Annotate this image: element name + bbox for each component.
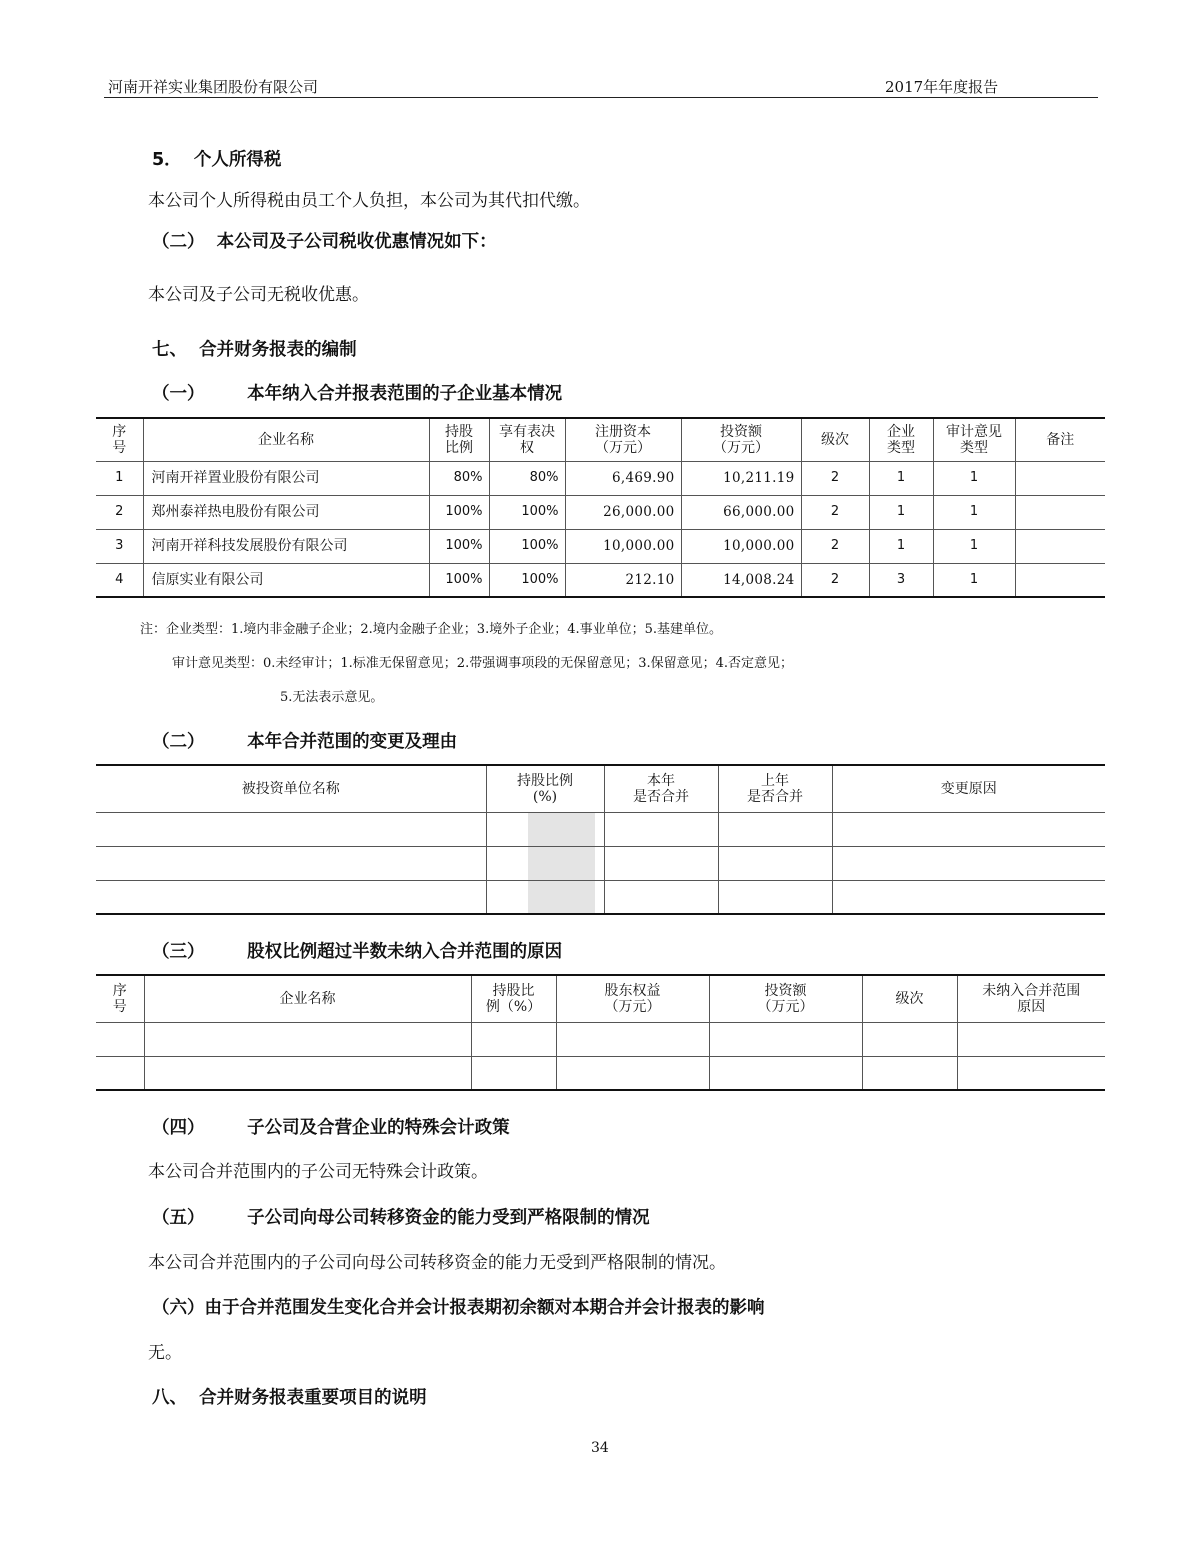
table-header-row [96,418,1105,461]
cell-name: 河南开祥科技发展股份有限公司 [143,529,429,563]
cell-hold: 100% [429,529,489,563]
cell-remark [1015,563,1105,597]
table-row [96,563,1105,597]
cell-audit: 1 [933,563,1015,597]
cell-level: 2 [801,563,869,597]
col-change-reason: 变更原因 [832,765,1105,812]
header-company: 河南开祥实业集团股份有限公司 [108,78,319,96]
table-row [96,1022,1105,1056]
cell-audit: 1 [933,529,1015,563]
table-row [96,461,1105,495]
note-company-type: 注：企业类型：1.境内非金融子企业；2.境内金融子企业；3.境外子企业；4.事业单位；5.基建单位。 [140,622,723,637]
col-hold: 持股比例 (%) [486,765,604,812]
col-seq: 序 号 [96,418,143,461]
section-title-fund-restriction: （五） 子公司向母公司转移资金的能力受到严格限制的情况 [152,1208,650,1228]
cell-seq: 3 [96,529,143,563]
cell-vote: 100% [489,495,565,529]
cell-name: 郑州泰祥热电股份有限公司 [143,495,429,529]
page-number: 34 [591,1440,609,1456]
cell-invest: 66,000.00 [681,495,801,529]
col-hold: 持股比 例（%） [471,975,556,1022]
table-row [96,495,1105,529]
cell-invest: 10,211.19 [681,461,801,495]
section-title-subsidiaries: （一） 本年纳入合并报表范围的子企业基本情况 [152,384,563,404]
cell-capital: 212.10 [565,563,681,597]
cell-seq: 4 [96,563,143,597]
table-header-row [96,975,1105,1022]
cell-vote: 80% [489,461,565,495]
col-seq: 序 号 [96,975,144,1022]
cell-capital: 6,469.90 [565,461,681,495]
cell-type: 1 [869,495,933,529]
paragraph-income-tax: 本公司个人所得税由员工个人负担，本公司为其代扣代缴。 [148,191,590,211]
table-row [96,812,1105,846]
col-vote: 享有表决 权 [489,418,565,461]
section-title-special-policy: （四） 子公司及合营企业的特殊会计政策 [152,1118,510,1138]
cell-level: 2 [801,495,869,529]
col-level: 级次 [862,975,957,1022]
cell-audit: 1 [933,461,1015,495]
col-name: 企业名称 [143,418,429,461]
cell-seq: 1 [96,461,143,495]
unconsolidated-table [96,974,1105,1091]
paragraph-fund-restriction: 本公司合并范围内的子公司向母公司转移资金的能力无受到严格限制的情况。 [148,1253,726,1273]
cell-type: 1 [869,529,933,563]
table-row [96,880,1105,914]
col-invest: 投资额 （万元） [681,418,801,461]
cell-vote: 100% [489,529,565,563]
cell-remark [1015,495,1105,529]
section-title-unconsolidated: （三） 股权比例超过半数未纳入合并范围的原因 [152,942,563,962]
col-name: 企业名称 [144,975,471,1022]
cell-hold: 80% [429,461,489,495]
table-row [96,1056,1105,1090]
table-header-row [96,765,1105,812]
col-invest: 投资额 （万元） [709,975,862,1022]
paragraph-tax-preference: 本公司及子公司无税收优惠。 [148,285,369,305]
col-equity: 股东权益 （万元） [556,975,709,1022]
col-remark: 备注 [1015,418,1105,461]
section-title-scope-change: （二） 本年合并范围的变更及理由 [152,732,458,752]
cell-audit: 1 [933,495,1015,529]
section-title-item-notes: 八、 合并财务报表重要项目的说明 [152,1388,427,1408]
subsidiaries-table [96,417,1105,598]
cell-seq: 2 [96,495,143,529]
cell-name: 河南开祥置业股份有限公司 [143,461,429,495]
paragraph-special-policy: 本公司合并范围内的子公司无特殊会计政策。 [148,1162,488,1182]
note-audit-type: 审计意见类型：0.未经审计；1.标准无保留意见；2.带强调事项段的无保留意见；3.保留意见；4.否定意见； [172,656,794,671]
section-title-consolidation: 七、 合并财务报表的编制 [152,340,357,360]
cell-level: 2 [801,529,869,563]
col-capital: 注册资本 （万元） [565,418,681,461]
col-reason: 未纳入合并范围 原因 [957,975,1105,1022]
cell-capital: 10,000.00 [565,529,681,563]
col-hold: 持股 比例 [429,418,489,461]
cell-vote: 100% [489,563,565,597]
cell-type: 1 [869,461,933,495]
col-level: 级次 [801,418,869,461]
col-investee-name: 被投资单位名称 [96,765,486,812]
note-audit-type-cont: 5.无法表示意见。 [280,690,384,705]
cell-hold: 100% [429,495,489,529]
table-row [96,846,1105,880]
cell-invest: 14,008.24 [681,563,801,597]
cell-remark [1015,461,1105,495]
cell-capital: 26,000.00 [565,495,681,529]
section-title-scope-effect: （六）由于合并范围发生变化合并会计报表期初余额对本期合并会计报表的影响 [152,1298,765,1318]
table-row [96,529,1105,563]
col-prior-merged: 上年 是否合并 [718,765,832,812]
cell-remark [1015,529,1105,563]
col-audit: 审计意见 类型 [933,418,1015,461]
cell-name: 信原实业有限公司 [143,563,429,597]
cell-invest: 10,000.00 [681,529,801,563]
header-divider [104,97,1098,98]
paragraph-scope-effect: 无。 [148,1343,182,1363]
cell-hold: 100% [429,563,489,597]
col-current-merged: 本年 是否合并 [604,765,718,812]
section-title-income-tax: 5． 个人所得税 [152,150,282,170]
col-type: 企业 类型 [869,418,933,461]
scope-change-table [96,764,1105,915]
cell-level: 2 [801,461,869,495]
section-title-tax-preference: （二） 本公司及子公司税收优惠情况如下： [152,232,497,252]
cell-type: 3 [869,563,933,597]
header-report-title: 2017年年度报告 [885,78,999,96]
